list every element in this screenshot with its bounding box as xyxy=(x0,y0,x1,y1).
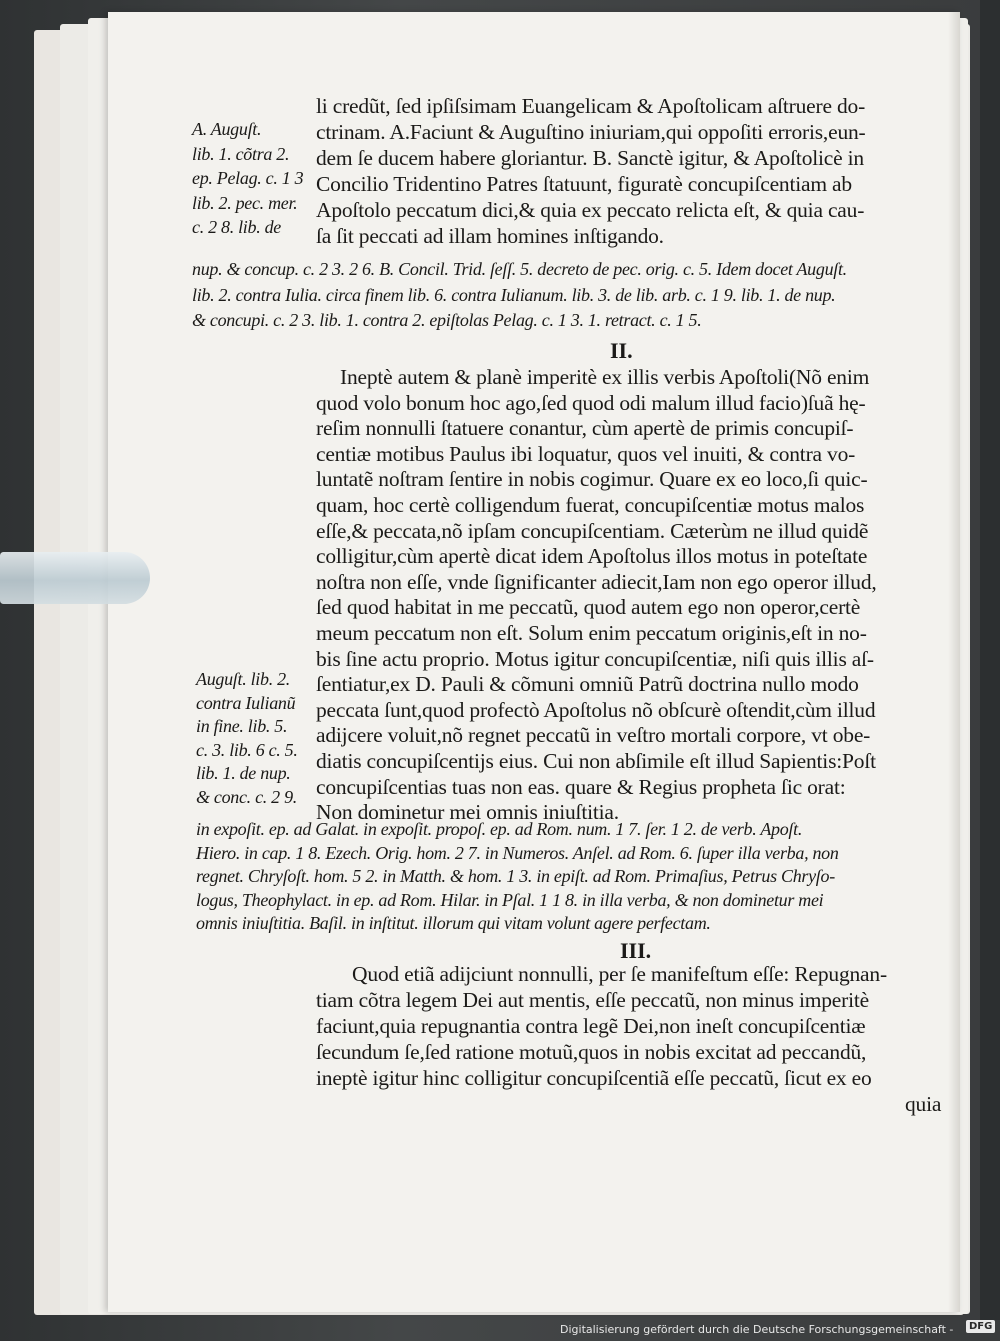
text-line: concupiſcentias tuas non eas. quare & Regius propheta ſic orat: xyxy=(316,774,846,799)
section-heading: II. xyxy=(610,338,633,363)
margin-note: lib. 2. pec. mer. xyxy=(192,192,298,213)
footnote-line: & concupi. c. 2 3. lib. 1. contra 2. epiſtolas Pelag. c. 1 3. 1. retract. c. 1 5. xyxy=(192,310,702,330)
text-line: peccata ſunt,quod profectò Apoſtolus nõ obſcurè oſtendit,cùm illud xyxy=(316,697,876,722)
text-line: noſtra non eſſe, vnde ſignificanter adiecit,Iam non ego operor illud, xyxy=(316,569,877,594)
text-line: ſecundum ſe,ſed ratione motuũ,quos in nobis excitat ad peccandũ, xyxy=(316,1040,867,1064)
footnote-line: in expoſit. ep. ad Galat. in expoſit. propoſ. ep. ad Rom. num. 1 7. ſer. 1 2. de verb. Apoſt. xyxy=(196,819,803,839)
text-line: reſim nonnulli ſtatuere conantur, cùm apertè de primis concupiſ- xyxy=(316,416,854,441)
text-line: Ineptè autem & planè imperitè ex illis verbis Apoſtoli(Nõ enim xyxy=(340,365,870,389)
text-line: ſed quod habitat in me peccatũ, quod autem ego non operor,certè xyxy=(316,595,861,620)
scanner-edge xyxy=(980,0,1000,1320)
digitization-credit: Digitalisierung gefördert durch die Deutsche Forschungsgemeinschaft - xyxy=(560,1323,954,1336)
text-line: li credũt, ſed ipſiſsimam Euangelicam & Apoſtolicam aſtruere do- xyxy=(316,94,866,118)
catchword: quia xyxy=(905,1092,942,1116)
text-line: Quod etiã adijciunt nonnulli, per ſe manifeſtum eſſe: Repugnan- xyxy=(352,962,887,986)
margin-note: lib. 1. cõtra 2. xyxy=(192,143,290,164)
margin-note: Auguſt. lib. 2. xyxy=(196,669,290,689)
footnote-line: logus, Theophylact. in ep. ad Rom. Hilar. in Pſal. 1 1 8. in illa verba, & non dominetur mei xyxy=(196,889,824,910)
text-line: Non dominetur mei omnis iniuſtitia. xyxy=(316,800,619,825)
footnote-line: omnis iniuſtitia. Baſil. in inſtitut. illorum qui vitam volunt agere perfectam. xyxy=(196,913,711,933)
text-line: luntatẽ noſtram ſentire in nobis cogimur. Quare ex eo loco,ſi quic- xyxy=(316,467,868,492)
margin-note: c. 2 8. lib. de xyxy=(192,217,281,237)
margin-note: A. Auguſt. xyxy=(192,119,262,139)
page-holder-clip xyxy=(0,552,150,604)
margin-note: lib. 1. de nup. xyxy=(196,763,291,784)
footnote-line: Hiero. in cap. 1 8. Ezech. Orig. hom. 2 7. in Numeros. Anſel. ad Rom. 6. ſuper illa verba, non xyxy=(196,842,839,863)
text-line: eſſe,& peccata,nõ ipſam concupiſcentiam. Cæterùm ne illud quidẽ xyxy=(316,518,869,543)
text-line: bis ſine actu proprio. Motus igitur concupiſcentiæ, niſi quis illis aſ- xyxy=(316,646,874,671)
page-edge-shadow xyxy=(948,12,960,1312)
margin-note: c. 3. lib. 6 c. 5. xyxy=(196,739,298,760)
margin-note: & conc. c. 2 9. xyxy=(196,787,297,807)
margin-note: ep. Pelag. c. 1 3 xyxy=(192,168,304,188)
text-line: ctrinam. A.Faciunt & Auguſtino iniuriam,qui oppoſiti erroris,eun- xyxy=(316,120,866,144)
text-line: tiam cõtra legem Dei aut mentis, eſſe peccatũ, non minus imperitè xyxy=(316,988,869,1012)
text-line: dem ſe ducem habere gloriantur. B. Sanctè igitur, & Apoſtolicè in xyxy=(316,146,864,170)
text-line: quod volo bonum hoc ago,ſed quod odi malum illud facio)ſuã hę- xyxy=(316,390,866,415)
text-line: ineptè igitur hinc colligitur concupiſcentiã eſſe peccatũ, ſicut ex eo xyxy=(316,1066,872,1090)
text-line: ſentiatur,ex D. Pauli & cõmuni omniũ Patrũ doctrina nullo modo xyxy=(316,672,859,697)
margin-note: in fine. lib. 5. xyxy=(196,716,288,737)
text-line: diatis concupiſcentijs eius. Cui non abſimile eſt illud Sapientis:Poſt xyxy=(316,749,876,773)
text-line: Apoſtolo peccatum dici,& quia ex peccato relicta eſt, & quia cau- xyxy=(316,198,865,222)
margin-note: contra Iulianũ xyxy=(196,692,296,713)
text-line: meum peccatum non eſt. Solum enim peccatum originis,eſt in no- xyxy=(316,621,867,645)
text-line: ſa ſit peccati ad illam homines inſtigando. xyxy=(316,224,664,248)
text-line: centiæ motibus Paulus ibi loquatur, quos vel inuiti, & contra vo- xyxy=(316,441,856,466)
footnote-line: regnet. Chryſoſt. hom. 5 2. in Matth. & hom. 1 3. in epiſt. ad Rom. Primaſius, Petrus Chryſo- xyxy=(196,866,835,886)
text-line: quam, hoc certè colligendum fuerat, concupiſcentiæ motus malos xyxy=(316,493,865,517)
footnote-line: lib. 2. contra Iulia. circa finem lib. 6. contra Iulianum. lib. 3. de lib. arb. c. 1 9. lib. 1. de nup. xyxy=(192,284,836,305)
text-line: adijcere voluit,nõ regnet peccatũ in veſtro mortali corpore, vt obe- xyxy=(316,723,871,748)
footnote-line: nup. & concup. c. 2 3. 2 6. B. Concil. Trid. ſeſſ. 5. decreto de pec. orig. c. 5. Idem docet Auguſt. xyxy=(192,259,847,279)
text-line: colligitur,cùm apertè dicat idem Apoſtolus illos motus in poteſtate xyxy=(316,544,868,569)
text-line: Concilio Tridentino Patres ſtatuunt, figuratè concupiſcentiam ab xyxy=(316,172,852,196)
text-line: faciunt,quia repugnantia contra legẽ Dei,non ineſt concupiſcentiæ xyxy=(316,1014,866,1038)
section-heading: III. xyxy=(620,938,652,963)
dfg-logo: DFG xyxy=(966,1320,995,1333)
